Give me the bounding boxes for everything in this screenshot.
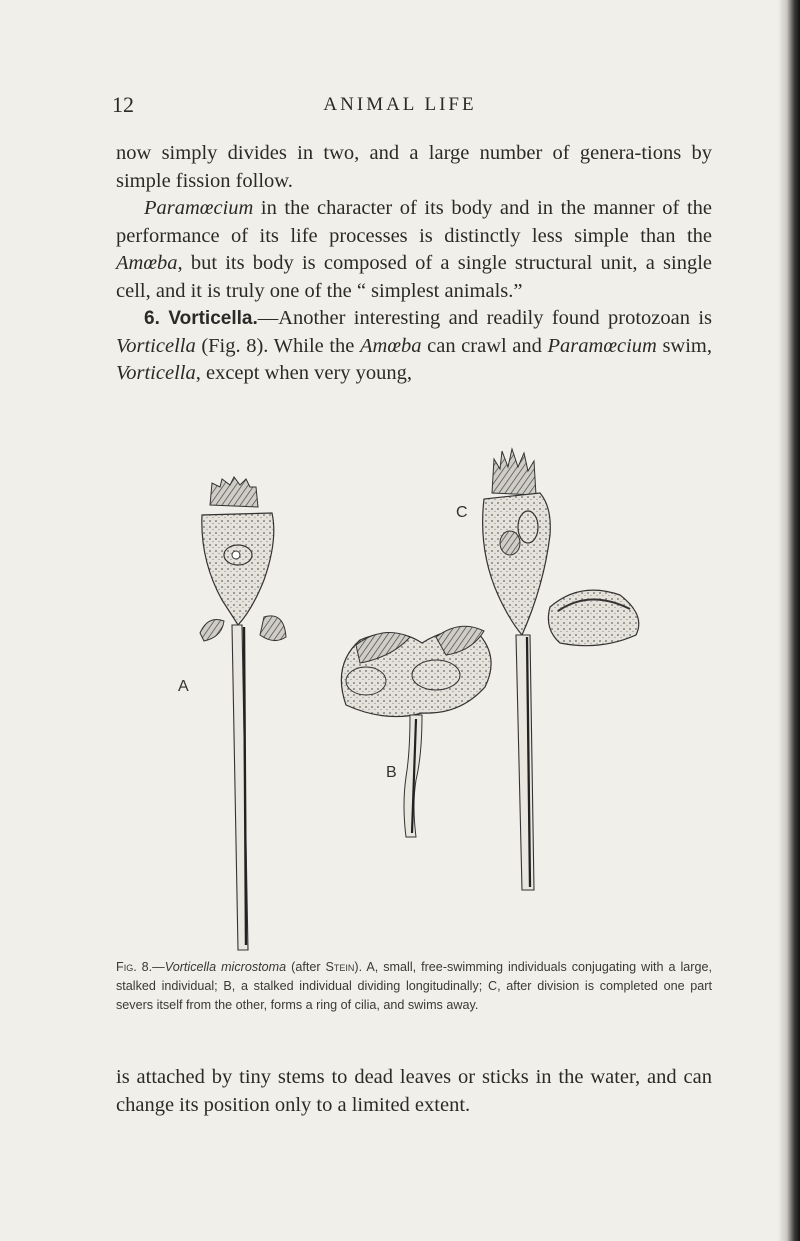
paragraph-1: now simply divides in two, and a large number of genera-tions by simple fission follow.: [116, 142, 712, 192]
caption-description: ). A, small, free-swimming individuals conjugating with a large, stalked individual; B, a stalked individual dividing longitudinally; C, after division is completed one part severs itself from the other, forms a ring of cilia, and swims away.: [116, 960, 712, 1012]
continuation-text: [116, 1064, 712, 1119]
paragraph-continuation: is attached by tiny stems to dead leaves or sticks in the water, and can change its position only to a limited extent.: [116, 1066, 712, 1116]
term-paramoecium: Paramœcium: [144, 197, 254, 219]
paragraph-3-text-c: can crawl and: [421, 334, 548, 357]
term-amoeba: Amœba: [116, 252, 178, 274]
figure-vorticella-illustration: [160, 375, 680, 955]
specimen-b: [341, 626, 491, 837]
page-header: [0, 92, 800, 122]
paragraph-3-text-d: swim,: [656, 334, 712, 357]
paragraph-2-text: in the character of its body and in the manner of the performance of its life processes is distinctly less simple than the: [116, 197, 712, 247]
label-a: A: [178, 678, 189, 695]
paragraph-2-text-end: , but its body is composed of a single structural unit, a single cell, and it is truly one of the “ simplest animals.”: [116, 252, 712, 302]
paragraph-3-text-e: , except when very young,: [195, 362, 413, 384]
label-b: B: [386, 764, 397, 781]
paragraph-3-text-b: (Fig. 8). While the: [195, 334, 361, 357]
paragraph-2: [116, 195, 712, 305]
book-spine-shadow: [778, 0, 800, 1241]
paragraph-3-text-a: —Another interesting and readily found protozoan is: [257, 307, 712, 329]
figure-caption: [116, 958, 712, 1015]
label-c: C: [456, 504, 468, 521]
term-vorticella: Vorticella: [116, 334, 196, 357]
caption-author: Stein: [325, 960, 355, 974]
specimen-a: [178, 477, 286, 950]
term-vorticella-2: Vorticella: [116, 362, 196, 384]
body-text: [116, 140, 712, 388]
caption-after: (after: [286, 960, 326, 974]
term-amoeba-2: Amœba: [360, 334, 422, 357]
page-number: 12: [112, 92, 134, 117]
caption-species: Vorticella microstoma: [164, 960, 287, 974]
running-title: ANIMAL LIFE: [323, 94, 477, 115]
caption-figure-number: Fig. 8.—: [116, 960, 165, 974]
section-heading: 6. Vorticella.: [144, 308, 258, 329]
term-paramoecium-2: Paramœcium: [547, 334, 657, 357]
